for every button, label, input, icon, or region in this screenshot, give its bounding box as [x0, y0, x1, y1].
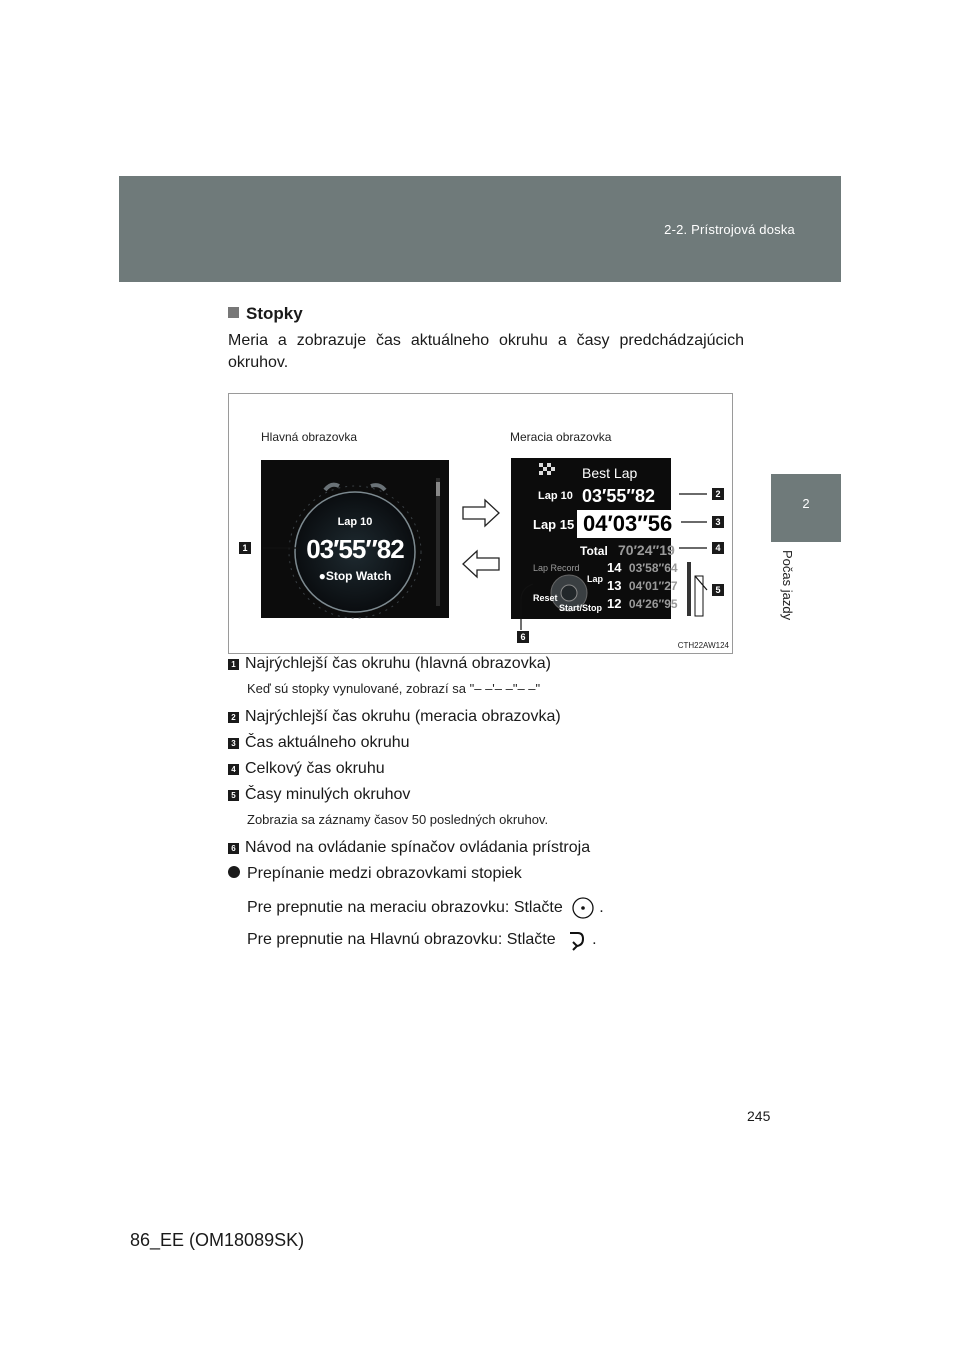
current-lap-label: Lap 15: [533, 517, 575, 532]
callout-1: 1: [239, 542, 251, 554]
section-intro: Meria a zobrazuje čas aktuálneho okruhu a časy predchádzajúcich okruhov.: [228, 332, 744, 371]
instruction-main: Pre prepnutie na Hlavnú obrazovku: Stlačte .: [247, 929, 597, 951]
instruction-measure: Pre prepnutie na meraciu obrazovku: Stlačte .: [247, 896, 604, 920]
note-reset: Keď sú stopky vynulované, zobrazí sa "– –'– –"– –": [247, 681, 541, 696]
best-lap-heading: Best Lap: [582, 465, 638, 481]
callout-6: 6: [517, 631, 529, 643]
stopwatch-figure: [228, 393, 733, 654]
bullet-icon: [228, 866, 240, 878]
list-item: 14 03′58″64: [607, 560, 678, 575]
list-item: 4 Celkový čas okruhu: [228, 760, 385, 778]
callout-2: 2: [712, 488, 724, 500]
header-section-title: 2-2. Prístrojová doska: [664, 222, 795, 237]
best-lap-label: Lap 10: [538, 490, 573, 502]
enter-button-icon: [571, 896, 595, 920]
current-lap-time: 04′03″56: [577, 510, 689, 538]
page-number: 245: [747, 1108, 771, 1124]
label-measure-screen: Meracia obrazovka: [510, 430, 612, 444]
main-lap-time: 03′55″82: [306, 534, 404, 564]
best-lap-time: 03′55″82: [582, 486, 656, 506]
callout-5: 5: [712, 584, 724, 596]
list-item: 13 04′01″27: [607, 578, 678, 593]
figure-code: CTH22AW124: [677, 641, 729, 650]
document-code: 86_EE (OM18089SK): [130, 1230, 305, 1250]
list-item: 2 Najrýchlejší čas okruhu (meracia obrazovka): [228, 708, 561, 726]
list-item: 6 Návod na ovládanie spínačov ovládania prístroja: [228, 839, 590, 857]
back-button-icon: [564, 929, 588, 951]
section-title: Stopky: [228, 304, 303, 324]
lap-record-label: Lap Record: [533, 563, 580, 573]
note-records: Zobrazia sa záznamy časov 50 posledných okruhov.: [247, 812, 549, 827]
bullet-item: Prepínanie medzi obrazovkami stopiek: [228, 865, 522, 883]
header-band: [119, 176, 841, 282]
list-item: 1 Najrýchlejší čas okruhu (hlavná obrazovka): [228, 655, 551, 673]
total-time: 70′24″19: [618, 542, 675, 558]
callout-4: 4: [712, 542, 724, 554]
start-stop-label: Start/Stop: [559, 603, 603, 613]
callout-lines: [229, 394, 732, 653]
list-item: 12 04′26″95: [607, 596, 678, 611]
lap-label: Lap: [587, 574, 604, 584]
chapter-tab: [771, 474, 841, 542]
section-square-icon: [228, 307, 239, 318]
main-lap-label: Lap 10: [337, 516, 373, 528]
callout-3: 3: [712, 516, 724, 528]
list-item: 5 Časy minulých okruhov: [228, 786, 410, 804]
label-main-screen: Hlavná obrazovka: [261, 430, 358, 444]
list-item: 3 Čas aktuálneho okruhu: [228, 734, 410, 752]
chapter-side-label: [780, 550, 810, 680]
chapter-number: 2: [802, 496, 810, 511]
reset-label: Reset: [533, 593, 558, 603]
total-label: Total: [580, 544, 608, 558]
chapter-title: Počas jazdy: [780, 550, 795, 621]
main-mode-label: ●Stop Watch: [318, 569, 392, 583]
